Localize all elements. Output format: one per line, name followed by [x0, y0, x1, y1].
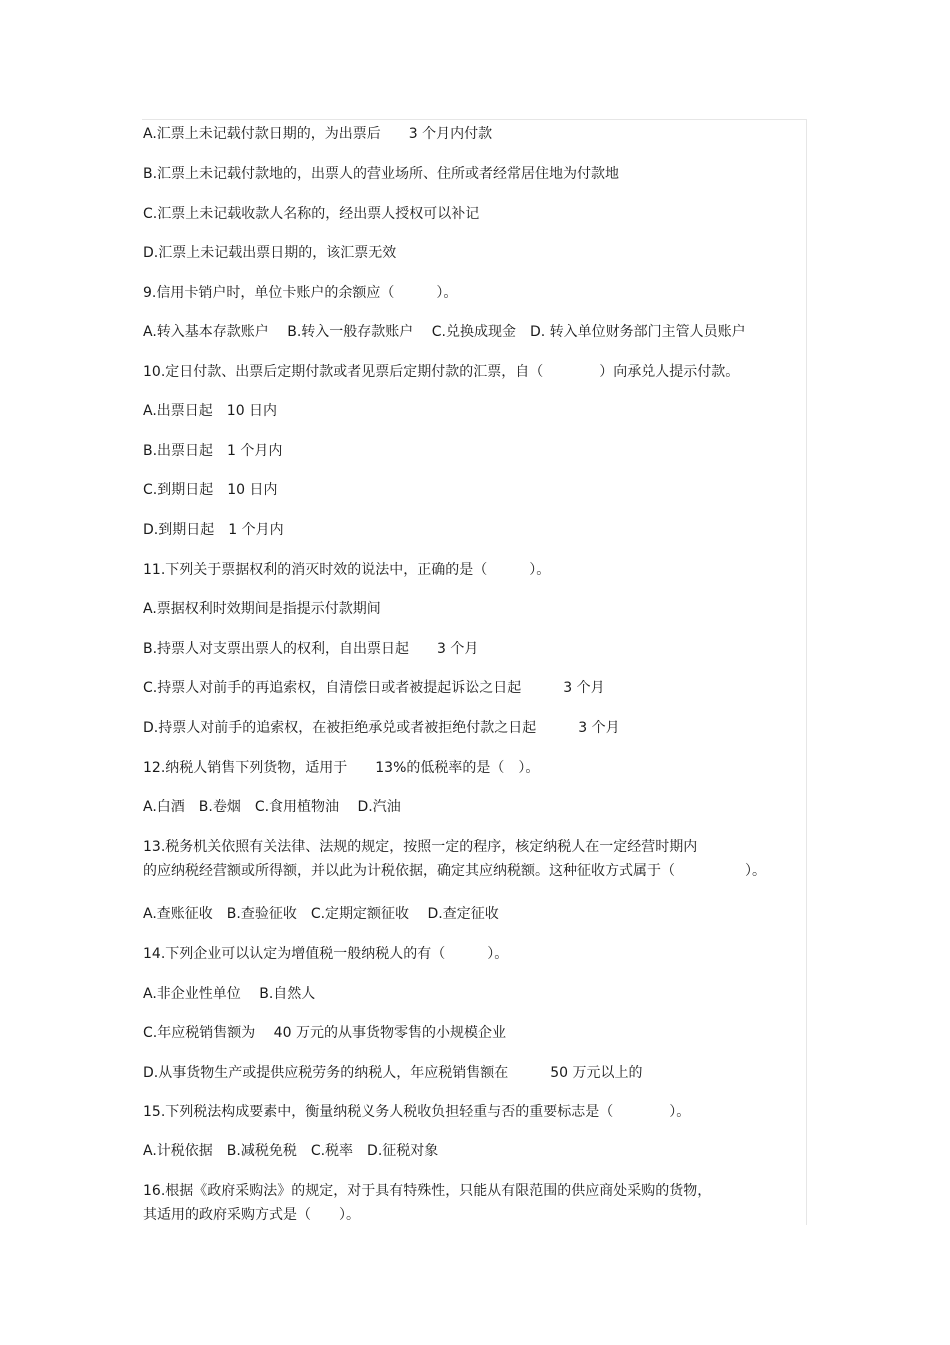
option-14c: C.年应税销售额为 40 万元的从事货物零售的小规模企业: [143, 1025, 506, 1041]
option-8b: B.汇票上未记载付款地的，出票人的营业场所、住所或者经常居住地为付款地: [143, 166, 620, 182]
option-11a: A.票据权利时效期间是指提示付款期间: [143, 601, 381, 617]
question-15: 15.下列税法构成要素中，衡量纳税义务人税收负担轻重与否的重要标志是（ ）。: [143, 1104, 691, 1120]
option-10c: C.到期日起 10 日内: [143, 482, 278, 498]
option-14d: D.从事货物生产或提供应税劳务的纳税人，年应税销售额在 50 万元以上的: [143, 1065, 643, 1081]
option-10b: B.出票日起 1 个月内: [143, 443, 283, 459]
question-13-line-1: 13.税务机关依照有关法律、法规的规定，按照一定的程序，核定纳税人在一定经营时期内: [143, 839, 698, 855]
question-10: 10.定日付款、出票后定期付款或者见票后定期付款的汇票，自（ ）向承兑人提示付款。: [143, 364, 740, 380]
options-14ab: A.非企业性单位 B.自然人: [143, 986, 316, 1002]
options-13: A.查账征收 B.查验征收 C.定期定额征收 D.查定征收: [143, 906, 499, 922]
options-9: A.转入基本存款账户 B.转入一般存款账户 C.兑换成现金 D. 转入单位财务部门主管人员账户: [143, 324, 746, 340]
question-16-line-1: 16.根据《政府采购法》的规定，对于具有特殊性，只能从有限范围的供应商处采购的货物，: [143, 1183, 712, 1199]
question-13-line-2: 的应纳税经营额或所得额，并以此为计税依据，确定其应纳税额。这种征收方式属于（ ）。: [143, 863, 766, 879]
option-11c: C.持票人对前手的再追索权，自清偿日或者被提起诉讼之日起 3 个月: [143, 680, 605, 696]
option-11d: D.持票人对前手的追索权，在被拒绝承兑或者被拒绝付款之日起 3 个月: [143, 720, 620, 736]
options-15: A.计税依据 B.减税免税 C.税率 D.征税对象: [143, 1143, 439, 1159]
question-14: 14.下列企业可以认定为增值税一般纳税人的有（ ）。: [143, 946, 509, 962]
question-16-line-2: 其适用的政府采购方式是（ ）。: [143, 1207, 360, 1223]
option-8c: C.汇票上未记载收款人名称的，经出票人授权可以补记: [143, 206, 480, 222]
option-8a: A.汇票上未记载付款日期的，为出票后 3 个月内付款: [143, 126, 493, 142]
option-10a: A.出票日起 10 日内: [143, 403, 278, 419]
option-10d: D.到期日起 1 个月内: [143, 522, 284, 538]
options-12: A.白酒 B.卷烟 C.食用植物油 D.汽油: [143, 799, 401, 815]
question-9: 9.信用卡销户时，单位卡账户的余额应（ ）。: [143, 285, 458, 301]
question-11: 11.下列关于票据权利的消灭时效的说法中，正确的是（ ）。: [143, 562, 551, 578]
option-8d: D.汇票上未记载出票日期的，该汇票无效: [143, 245, 397, 261]
option-11b: B.持票人对支票出票人的权利，自出票日起 3 个月: [143, 641, 479, 657]
question-12: 12.纳税人销售下列货物，适用于 13%的低税率的是（ ）。: [143, 760, 540, 776]
